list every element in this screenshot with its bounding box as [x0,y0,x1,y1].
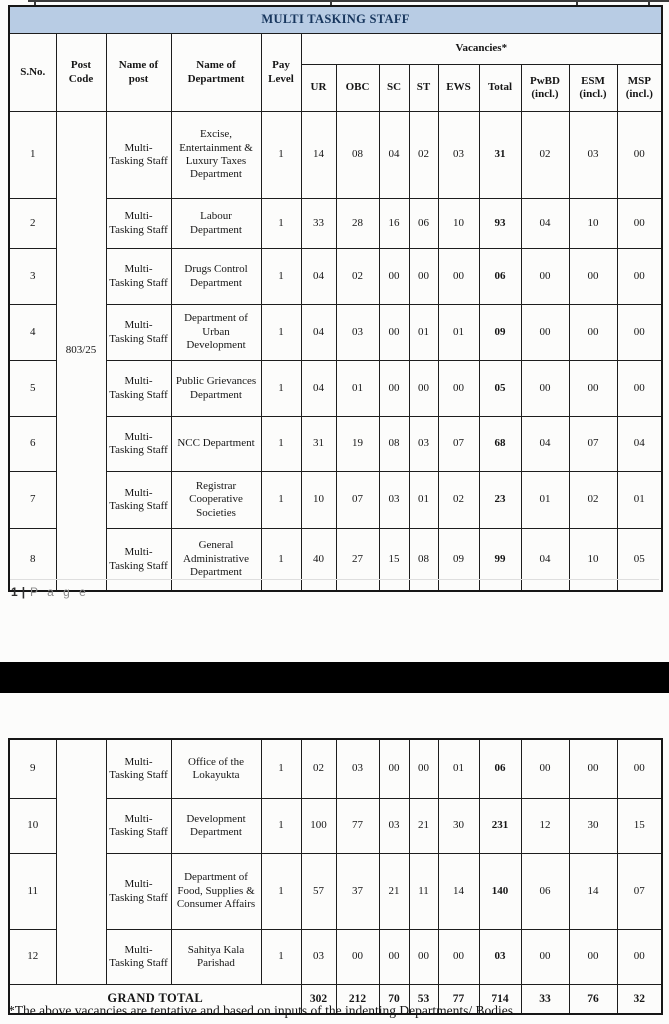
cell-post-name: Multi-Tasking Staff [106,799,171,854]
cell-vacancy-st: 21 [409,799,438,854]
cell-vacancy-st: 03 [409,417,438,472]
cell-vacancy-obc: 08 [336,112,379,199]
cell-vacancy-ews: 00 [438,361,479,417]
cell-vacancy-sc: 00 [379,305,409,361]
cell-post-name: Multi-Tasking Staff [106,305,171,361]
grand-total-pwbd: 33 [521,985,569,1015]
cell-vacancy-ews: 03 [438,112,479,199]
cell-pay-level: 1 [261,417,301,472]
cell-sno: 3 [9,249,56,305]
cell-vacancy-msp: 04 [617,417,662,472]
cell-vacancy-esm: 02 [569,472,617,529]
cell-sno: 11 [9,854,56,930]
cell-vacancy-msp: 05 [617,529,662,592]
cell-vacancy-ur: 04 [301,361,336,417]
page-number: 1 [11,585,18,599]
cell-vacancy-obc: 19 [336,417,379,472]
cell-department: Department of Urban Development [171,305,261,361]
cell-pay-level: 1 [261,799,301,854]
cell-vacancy-obc: 37 [336,854,379,930]
cell-vacancy-total: 09 [479,305,521,361]
table-row [9,249,662,305]
grand-total-obc: 212 [336,985,379,1015]
cell-vacancy-st: 01 [409,305,438,361]
cell-vacancy-ews: 00 [438,930,479,985]
cell-post-name: Multi-Tasking Staff [106,249,171,305]
cell-vacancy-ur: 03 [301,930,336,985]
cell-post-name: Multi-Tasking Staff [106,930,171,985]
cell-vacancy-ews: 10 [438,199,479,249]
footnote: *The above vacancies are tentative and based on inputs of the indenting Departments/ Bodies. [8,1003,517,1018]
cell-vacancy-pwbd: 00 [521,739,569,799]
cell-vacancy-ur: 40 [301,529,336,592]
cell-vacancy-ur: 04 [301,249,336,305]
cell-vacancy-esm: 10 [569,199,617,249]
cell-vacancy-pwbd: 06 [521,854,569,930]
col-header-ur: UR [301,65,336,112]
cell-vacancy-sc: 00 [379,930,409,985]
cell-pay-level: 1 [261,529,301,592]
col-header-sc: SC [379,65,409,112]
banner-row [9,6,662,34]
page-label: P a g e [30,585,89,599]
cell-vacancy-esm: 03 [569,112,617,199]
cell-vacancy-ews: 09 [438,529,479,592]
cell-vacancy-st: 11 [409,854,438,930]
cell-sno: 9 [9,739,56,799]
vacancy-table-page1 [8,5,661,592]
cell-vacancy-obc: 28 [336,199,379,249]
cell-department: Excise, Entertainment & Luxury Taxes Department [171,112,261,199]
cell-vacancy-obc: 02 [336,249,379,305]
cell-vacancy-st: 08 [409,529,438,592]
cell-vacancy-sc: 00 [379,249,409,305]
grand-total-label: GRAND TOTAL [9,985,301,1015]
grand-total-sc: 70 [379,985,409,1015]
page-footer [11,585,89,599]
cell-vacancy-ur: 57 [301,854,336,930]
table-row [9,739,662,799]
cell-vacancy-sc: 08 [379,417,409,472]
cell-vacancy-st: 06 [409,199,438,249]
col-header-pay-level: Pay Level [261,34,301,112]
cell-department: Drugs Control Department [171,249,261,305]
cell-vacancy-ur: 14 [301,112,336,199]
cell-vacancy-sc: 21 [379,854,409,930]
cell-vacancy-obc: 07 [336,472,379,529]
cell-vacancy-st: 01 [409,472,438,529]
cell-vacancy-esm: 00 [569,361,617,417]
col-header-post: Name of post [106,34,171,112]
cropped-row-remnant [28,0,669,2]
cell-vacancy-esm: 00 [569,739,617,799]
grand-total-ews: 77 [438,985,479,1015]
cell-vacancy-esm: 07 [569,417,617,472]
cell-sno: 7 [9,472,56,529]
cell-vacancy-obc: 27 [336,529,379,592]
cell-vacancy-ews: 01 [438,305,479,361]
vacancy-table [8,5,663,592]
cell-vacancy-pwbd: 00 [521,930,569,985]
cell-vacancy-total: 31 [479,112,521,199]
cell-vacancy-ur: 02 [301,739,336,799]
table-row [9,361,662,417]
cell-post-name: Multi-Tasking Staff [106,529,171,592]
cell-pay-level: 1 [261,930,301,985]
col-header-total: Total [479,65,521,112]
table-row [9,199,662,249]
cell-vacancy-sc: 03 [379,799,409,854]
cell-vacancy-total: 231 [479,799,521,854]
cell-sno: 5 [9,361,56,417]
cell-vacancy-pwbd: 04 [521,199,569,249]
cell-pay-level: 1 [261,854,301,930]
footer-separator: | [21,585,26,599]
cell-post-name: Multi-Tasking Staff [106,472,171,529]
header-row-1 [9,34,662,65]
cell-post-name: Multi-Tasking Staff [106,361,171,417]
cell-vacancy-total: 93 [479,199,521,249]
cell-vacancy-ur: 100 [301,799,336,854]
cell-sno: 4 [9,305,56,361]
cell-vacancy-total: 03 [479,930,521,985]
cell-department: Development Department [171,799,261,854]
cell-post-name: Multi-Tasking Staff [106,199,171,249]
cell-sno: 10 [9,799,56,854]
cell-vacancy-sc: 16 [379,199,409,249]
cell-vacancy-ews: 14 [438,854,479,930]
cell-vacancy-msp: 00 [617,739,662,799]
grand-total-total: 714 [479,985,521,1015]
col-header-pwbd: PwBD (incl.) [521,65,569,112]
table-title: MULTI TASKING STAFF [9,6,662,34]
cell-vacancy-msp: 00 [617,199,662,249]
cell-pay-level: 1 [261,199,301,249]
cell-vacancy-msp: 00 [617,249,662,305]
grand-total-ur: 302 [301,985,336,1015]
cell-vacancy-ews: 30 [438,799,479,854]
cell-vacancy-total: 23 [479,472,521,529]
cell-department: Department of Food, Supplies & Consumer Affairs [171,854,261,930]
cell-vacancy-sc: 00 [379,739,409,799]
table-row [9,930,662,985]
cell-vacancy-total: 06 [479,739,521,799]
cell-vacancy-msp: 01 [617,472,662,529]
cell-vacancy-msp: 00 [617,361,662,417]
col-header-obc: OBC [336,65,379,112]
cell-vacancy-obc: 03 [336,305,379,361]
cell-vacancy-ur: 33 [301,199,336,249]
cell-vacancy-sc: 00 [379,361,409,417]
cell-sno: 2 [9,199,56,249]
cell-vacancy-esm: 10 [569,529,617,592]
grand-total-st: 53 [409,985,438,1015]
cell-pay-level: 1 [261,361,301,417]
table-row [9,529,662,592]
cell-vacancy-st: 00 [409,739,438,799]
footer-divider [10,579,659,580]
cell-vacancy-total: 140 [479,854,521,930]
page-break-bar [0,662,669,693]
cell-department: Sahitya Kala Parishad [171,930,261,985]
col-header-st: ST [409,65,438,112]
cell-vacancy-total: 05 [479,361,521,417]
cell-department: Public Grievances Department [171,361,261,417]
cell-vacancy-esm: 00 [569,305,617,361]
cell-vacancy-esm: 00 [569,249,617,305]
cell-vacancy-pwbd: 04 [521,529,569,592]
col-header-post-code: Post Code [56,34,106,112]
cell-sno: 12 [9,930,56,985]
table-row [9,472,662,529]
col-header-vacancies: Vacancies* [301,34,662,65]
vacancy-table-continued [8,738,663,1015]
cell-pay-level: 1 [261,305,301,361]
col-header-sno: S.No. [9,34,56,112]
cell-pay-level: 1 [261,739,301,799]
table-row [9,799,662,854]
cell-vacancy-msp: 15 [617,799,662,854]
cell-vacancy-ews: 00 [438,249,479,305]
cell-sno: 1 [9,112,56,199]
cell-pay-level: 1 [261,472,301,529]
table-row [9,305,662,361]
cell-vacancy-obc: 00 [336,930,379,985]
grand-total-esm: 76 [569,985,617,1015]
grand-total-msp: 32 [617,985,662,1015]
cell-sno: 6 [9,417,56,472]
cell-pay-level: 1 [261,249,301,305]
cell-vacancy-st: 00 [409,249,438,305]
vacancy-table-page2 [8,738,661,1015]
cell-vacancy-msp: 00 [617,305,662,361]
cell-vacancy-pwbd: 02 [521,112,569,199]
col-header-esm: ESM (incl.) [569,65,617,112]
cell-vacancy-esm: 00 [569,930,617,985]
cell-vacancy-pwbd: 01 [521,472,569,529]
cell-vacancy-ews: 02 [438,472,479,529]
cell-vacancy-msp: 00 [617,112,662,199]
cell-vacancy-esm: 14 [569,854,617,930]
cell-vacancy-ur: 31 [301,417,336,472]
cell-vacancy-st: 02 [409,112,438,199]
cell-vacancy-pwbd: 12 [521,799,569,854]
cell-vacancy-msp: 00 [617,930,662,985]
cell-vacancy-esm: 30 [569,799,617,854]
cell-vacancy-st: 00 [409,361,438,417]
cell-vacancy-total: 06 [479,249,521,305]
cell-department: Registrar Cooperative Societies [171,472,261,529]
cell-vacancy-sc: 15 [379,529,409,592]
col-header-msp: MSP (incl.) [617,65,662,112]
cell-vacancy-total: 68 [479,417,521,472]
cell-vacancy-msp: 07 [617,854,662,930]
cell-vacancy-ur: 04 [301,305,336,361]
col-header-ews: EWS [438,65,479,112]
cell-post-code [56,739,106,985]
cell-vacancy-pwbd: 00 [521,305,569,361]
cell-sno: 8 [9,529,56,592]
cell-vacancy-ews: 01 [438,739,479,799]
cell-vacancy-pwbd: 04 [521,417,569,472]
cell-department: Labour Department [171,199,261,249]
cell-department: General Administrative Department [171,529,261,592]
cell-post-name: Multi-Tasking Staff [106,417,171,472]
cell-vacancy-st: 00 [409,930,438,985]
cell-vacancy-pwbd: 00 [521,249,569,305]
table-row [9,112,662,199]
cell-post-code: 803/25 [56,112,106,592]
cell-vacancy-obc: 03 [336,739,379,799]
cell-department: Office of the Lokayukta [171,739,261,799]
cell-post-name: Multi-Tasking Staff [106,739,171,799]
table-row [9,854,662,930]
cell-vacancy-ews: 07 [438,417,479,472]
cell-post-name: Multi-Tasking Staff [106,112,171,199]
table-row [9,417,662,472]
cell-post-name: Multi-Tasking Staff [106,854,171,930]
cell-vacancy-total: 99 [479,529,521,592]
cell-vacancy-pwbd: 00 [521,361,569,417]
cell-vacancy-obc: 01 [336,361,379,417]
cell-vacancy-sc: 04 [379,112,409,199]
cell-vacancy-sc: 03 [379,472,409,529]
col-header-department: Name of Department [171,34,261,112]
cell-department: NCC Department [171,417,261,472]
cell-vacancy-obc: 77 [336,799,379,854]
cell-vacancy-ur: 10 [301,472,336,529]
cell-pay-level: 1 [261,112,301,199]
